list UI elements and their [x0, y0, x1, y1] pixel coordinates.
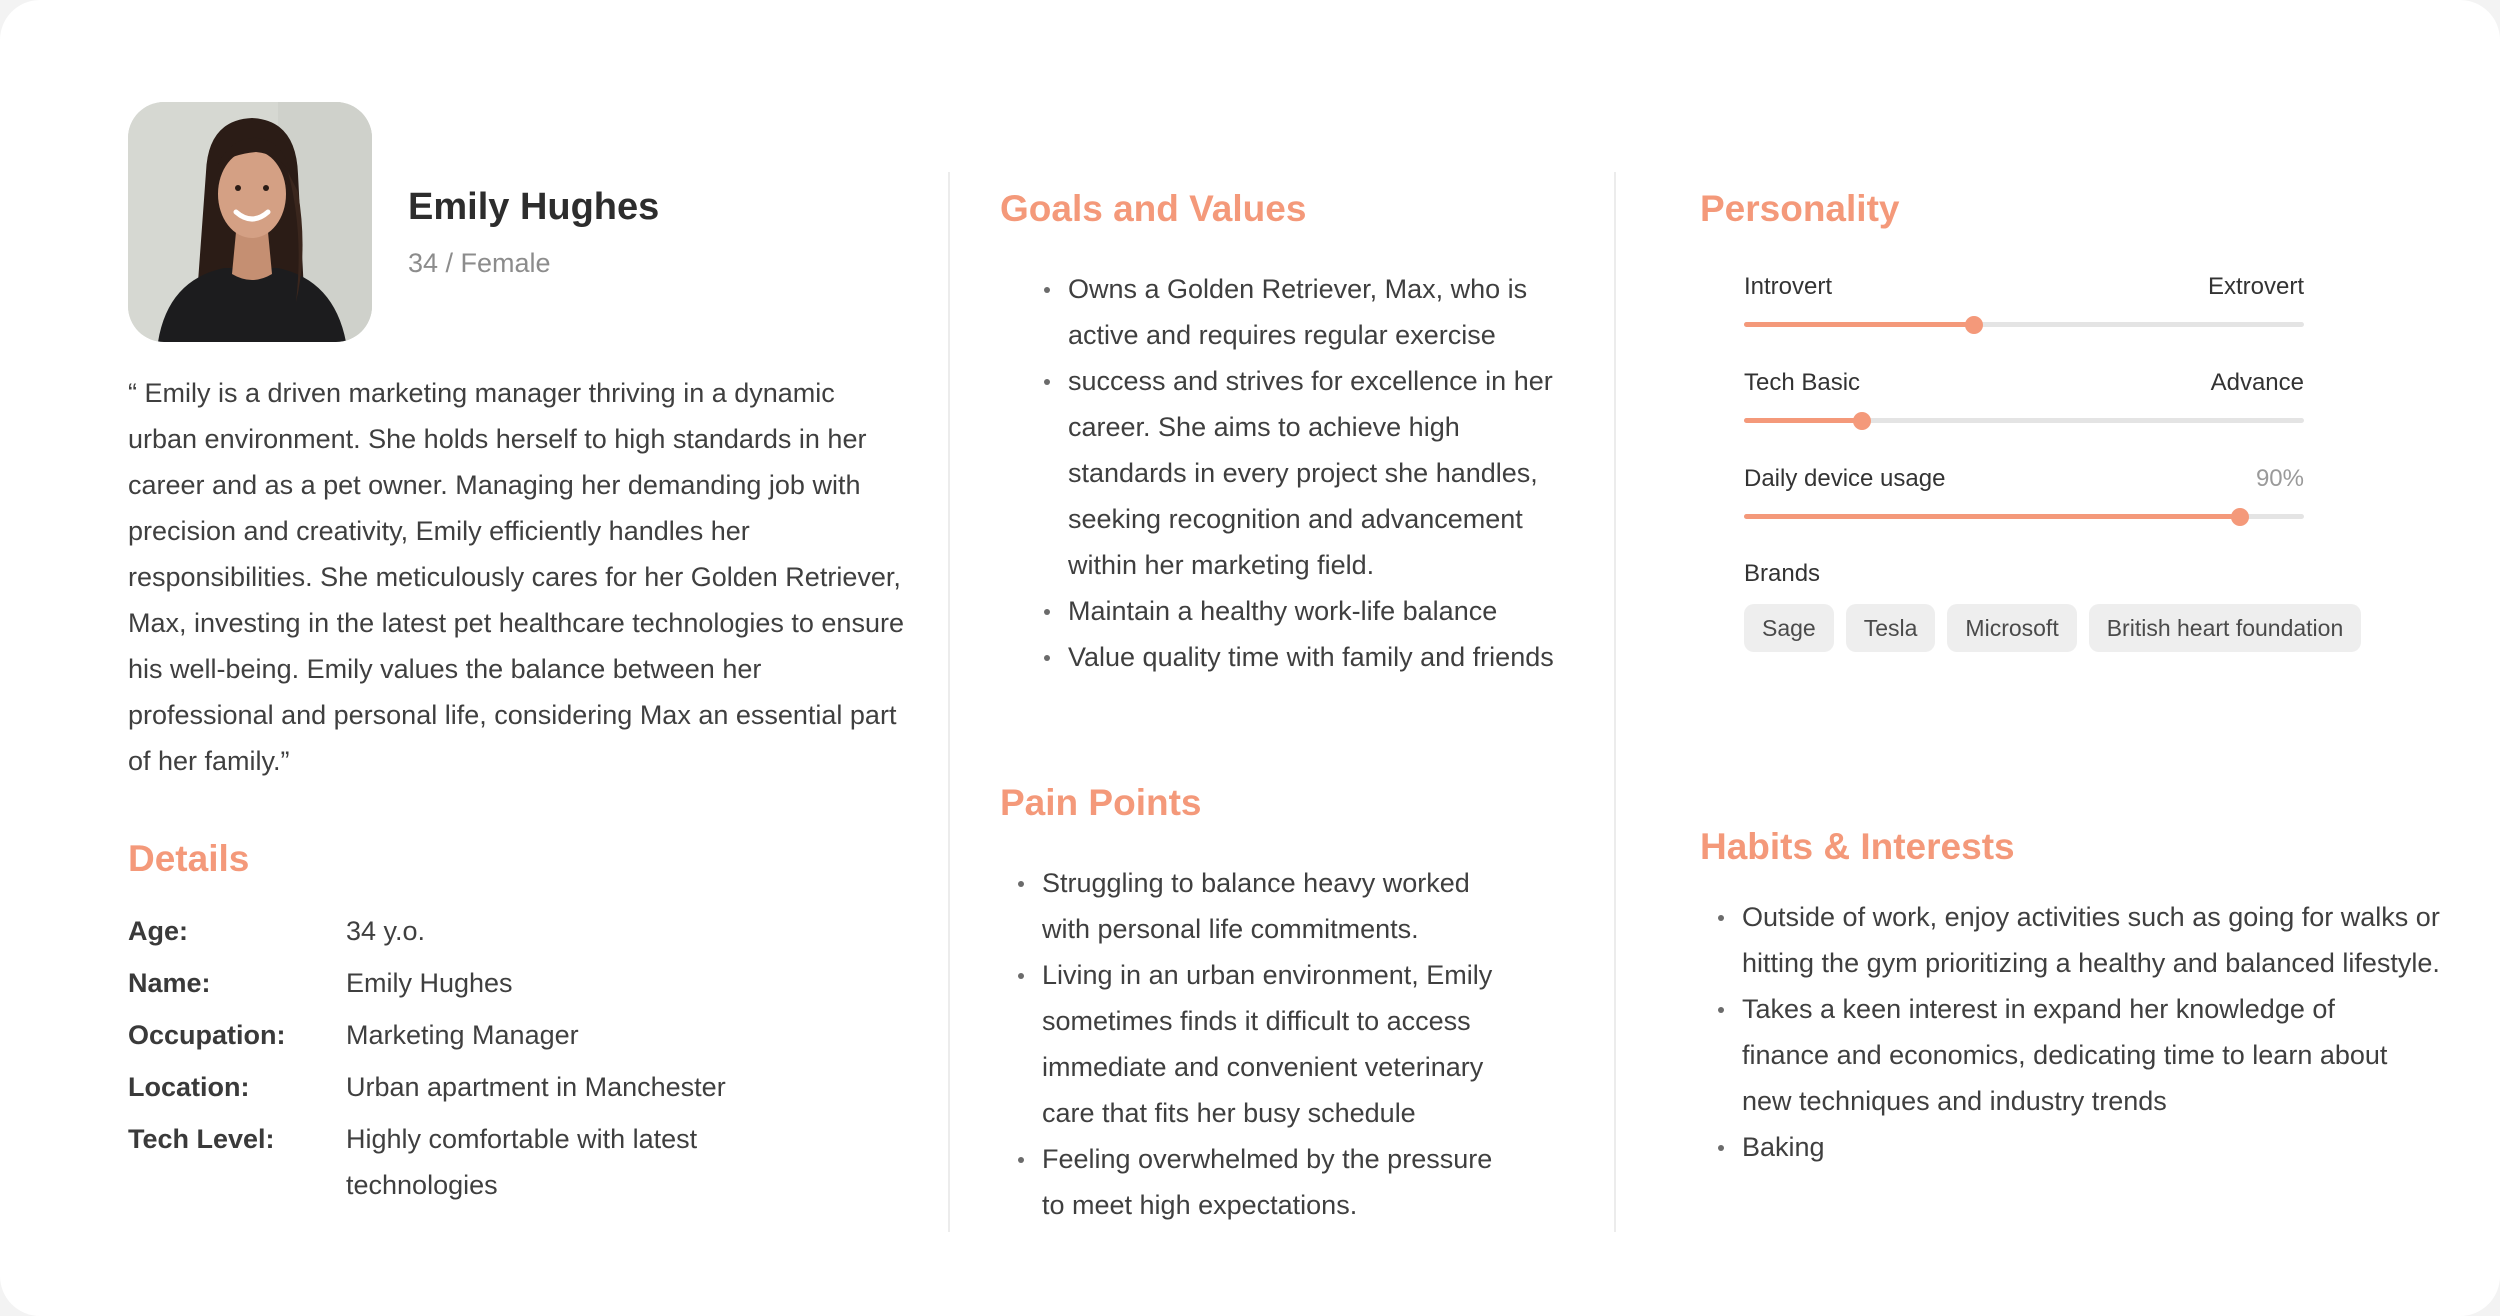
persona-demographics: 34 / Female: [408, 248, 551, 278]
persona-name: Emily Hughes: [408, 186, 660, 228]
slider-track: [1744, 418, 2304, 423]
brand-tag: Tesla: [1846, 604, 1936, 652]
brand-tag: Sage: [1744, 604, 1834, 652]
column-divider: [948, 172, 950, 1232]
habits-list: [1718, 894, 2458, 1170]
slider-introvert-extrovert: [1744, 270, 2304, 304]
list-item: success and strives for excellence in her career. She aims to achieve high standards in every project she handles, seeking recognition and advancement within her marketing field.: [1044, 358, 1584, 588]
detail-value: Emily Hughes: [346, 968, 513, 998]
details-list: [128, 908, 768, 1214]
column-divider: [1614, 172, 1616, 1232]
detail-label: Name:: [128, 968, 211, 998]
brand-tags: [1744, 604, 2361, 652]
detail-row-name: [128, 960, 768, 1006]
slider-right-label: Advance: [2210, 369, 2304, 396]
list-item: Struggling to balance heavy worked with personal life commitments.: [1018, 860, 1478, 952]
list-item: Feeling overwhelmed by the pressure to meet high expectations.: [1018, 1136, 1518, 1228]
goals-heading: Goals and Values: [1000, 188, 1307, 229]
detail-row-tech-level: [128, 1116, 768, 1208]
detail-row-location: [128, 1064, 768, 1110]
brand-tag: British heart foundation: [2089, 604, 2362, 652]
list-item: Outside of work, enjoy activities such as going for walks or hitting the gym prioritizing a healthy and balanced lifestyle.: [1718, 894, 2458, 986]
slider-tech-level: [1744, 366, 2304, 400]
list-item: Takes a keen interest in expand her knowledge of finance and economics, dedicating time to learn about new techniques and industry trends: [1718, 986, 2418, 1124]
slider-knob[interactable]: [2231, 508, 2249, 526]
slider-fill: [1744, 514, 2240, 519]
detail-label: Age:: [128, 916, 188, 946]
goals-list: [1044, 266, 1584, 680]
detail-row-age: [128, 908, 768, 954]
list-item: Owns a Golden Retriever, Max, who is active and requires regular exercise: [1044, 266, 1544, 358]
slider-left-label: Tech Basic: [1744, 369, 1861, 396]
detail-row-occupation: [128, 1012, 768, 1058]
slider-track: [1744, 514, 2304, 519]
detail-value: 34 y.o.: [346, 916, 426, 946]
slider-right-label: Extrovert: [2207, 273, 2304, 300]
detail-value: Highly comfortable with latest technologies: [346, 1124, 698, 1200]
slider-knob[interactable]: [1853, 412, 1871, 430]
slider-value-label: 90%: [2255, 465, 2304, 492]
portrait-image: [128, 102, 372, 342]
list-item: Baking: [1718, 1124, 2458, 1170]
detail-value: Marketing Manager: [346, 1020, 579, 1050]
persona-bio: “ Emily is a driven marketing manager thriving in a dynamic urban environment. She holds herself to high standards in her career and as a pet owner. Managing her demanding job with precision and creativity, Emily efficiently handles her responsibilities. She meticulously cares for her Golden Retriever, Max, investing in the latest pet healthcare technologies to ensure his well-being. Emily values the balance between her professional and personal life, considering Max an essential part of her family.”: [128, 378, 904, 776]
pain-points-list: [1018, 860, 1518, 1228]
list-item: Value quality time with family and friends: [1044, 634, 1584, 680]
detail-label: Location:: [128, 1072, 250, 1102]
details-heading: Details: [128, 838, 250, 879]
detail-label: Tech Level:: [128, 1124, 275, 1154]
brand-tag: Microsoft: [1947, 604, 2076, 652]
brands-label: Brands: [1744, 560, 1821, 587]
slider-knob[interactable]: [1965, 316, 1983, 334]
slider-left-label: Daily device usage: [1744, 465, 1946, 492]
slider-track: [1744, 322, 2304, 327]
slider-left-label: Introvert: [1744, 273, 1833, 300]
detail-value: Urban apartment in Manchester: [346, 1072, 726, 1102]
habits-heading: Habits & Interests: [1700, 826, 2015, 867]
slider-fill: [1744, 418, 1862, 423]
list-item: Living in an urban environment, Emily sometimes finds it difficult to access immediate and convenient veterinary care that fits her busy schedule: [1018, 952, 1498, 1136]
profile-photo: [128, 102, 372, 342]
detail-label: Occupation:: [128, 1020, 286, 1050]
slider-fill: [1744, 322, 1974, 327]
list-item: Maintain a healthy work-life balance: [1044, 588, 1584, 634]
slider-device-usage: [1744, 462, 2304, 496]
personality-heading: Personality: [1700, 188, 1900, 229]
pain-points-heading: Pain Points: [1000, 782, 1202, 823]
